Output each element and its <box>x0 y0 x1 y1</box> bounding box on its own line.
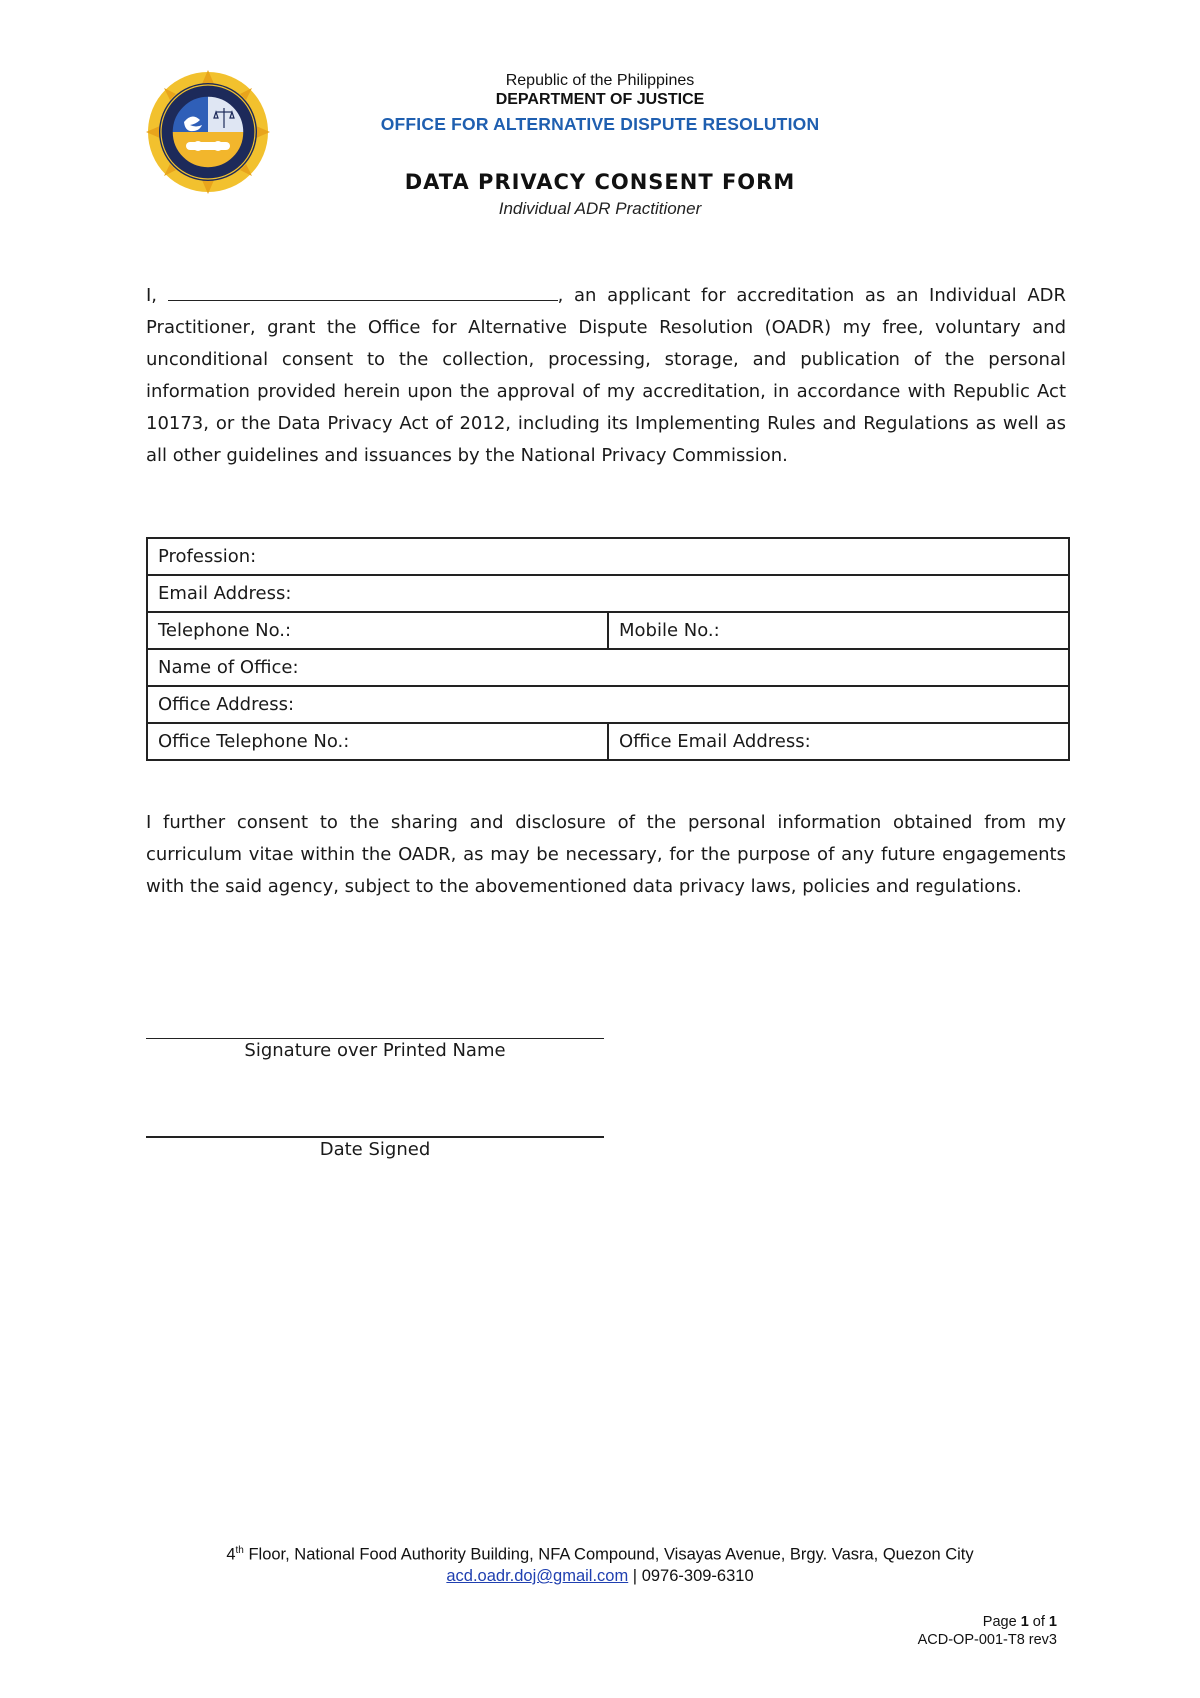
footer-address <box>0 1545 1200 1565</box>
address-text: Floor, National Food Authority Building, NFA Compound, Visayas Avenue, Brgy. Vasra, Quezon City <box>243 1545 974 1564</box>
footer-separator: | <box>628 1567 642 1585</box>
document-code: ACD-OP-001-T8 rev3 <box>917 1632 1057 1648</box>
footer-contact <box>0 1567 1200 1586</box>
table-row <box>147 686 1069 723</box>
table-row <box>147 649 1069 686</box>
page-of: of <box>1028 1614 1049 1630</box>
consent-prefix: I, <box>146 285 168 306</box>
signature-label: Signature over Printed Name <box>244 1040 506 1061</box>
floor-number: 4 <box>226 1545 236 1564</box>
consent-paragraph <box>146 280 1066 472</box>
applicant-info-table <box>146 537 1070 761</box>
office-address-field[interactable]: Office Address: <box>147 686 1069 723</box>
telephone-field[interactable]: Telephone No.: <box>147 612 608 649</box>
republic-heading: Republic of the Philippines <box>505 72 695 89</box>
consent-body: , an applicant for accreditation as an Individual ADR Practitioner, grant the Office for Alternative Dispute Resolution (OADR) my free, voluntary and unconditional consent to the collection, processing, storage, and publication of the personal information provided herein upon the approval of my accreditation, in accordance with Republic Act 10173, or the Data Privacy Act of 2012, including its Implementing Rules and Regulations as well as all other guidelines and issuances by the National Privacy Commission. <box>146 285 1066 466</box>
page-total: 1 <box>1048 1614 1057 1630</box>
footer-email-link[interactable]: acd.oadr.doj@gmail.com <box>446 1567 629 1585</box>
signature-line[interactable] <box>146 1038 604 1039</box>
table-row <box>147 612 1069 649</box>
floor-suffix: th <box>235 1545 244 1556</box>
mobile-field[interactable]: Mobile No.: <box>608 612 1069 649</box>
email-field[interactable]: Email Address: <box>147 575 1069 612</box>
department-heading: DEPARTMENT OF JUSTICE <box>495 91 705 108</box>
page-label: Page <box>982 1614 1021 1630</box>
applicant-name-blank[interactable] <box>168 280 558 301</box>
office-heading: OFFICE FOR ALTERNATIVE DISPUTE RESOLUTION <box>380 114 820 134</box>
further-consent-paragraph: I further consent to the sharing and disclosure of the personal information obtained from my curriculum vitae within the OADR, as may be necessary, for the purpose of any future engagements with the said agency, subject to the abovementioned data privacy laws, policies and regulations. <box>146 812 1066 897</box>
date-signed-label: Date Signed <box>319 1139 431 1160</box>
office-email-field[interactable]: Office Email Address: <box>608 723 1069 760</box>
date-signed-line[interactable] <box>146 1136 604 1138</box>
table-row <box>147 723 1069 760</box>
table-row <box>147 575 1069 612</box>
office-telephone-field[interactable]: Office Telephone No.: <box>147 723 608 760</box>
form-subtitle: Individual ADR Practitioner <box>498 199 702 218</box>
office-name-field[interactable]: Name of Office: <box>147 649 1069 686</box>
page-current: 1 <box>1020 1614 1029 1630</box>
table-row <box>147 538 1069 575</box>
form-title: DATA PRIVACY CONSENT FORM <box>404 170 796 194</box>
footer-phone: 0976-309-6310 <box>641 1567 754 1585</box>
seal-handshake <box>186 141 230 151</box>
page-number <box>983 1614 1057 1630</box>
profession-field[interactable]: Profession: <box>147 538 1069 575</box>
